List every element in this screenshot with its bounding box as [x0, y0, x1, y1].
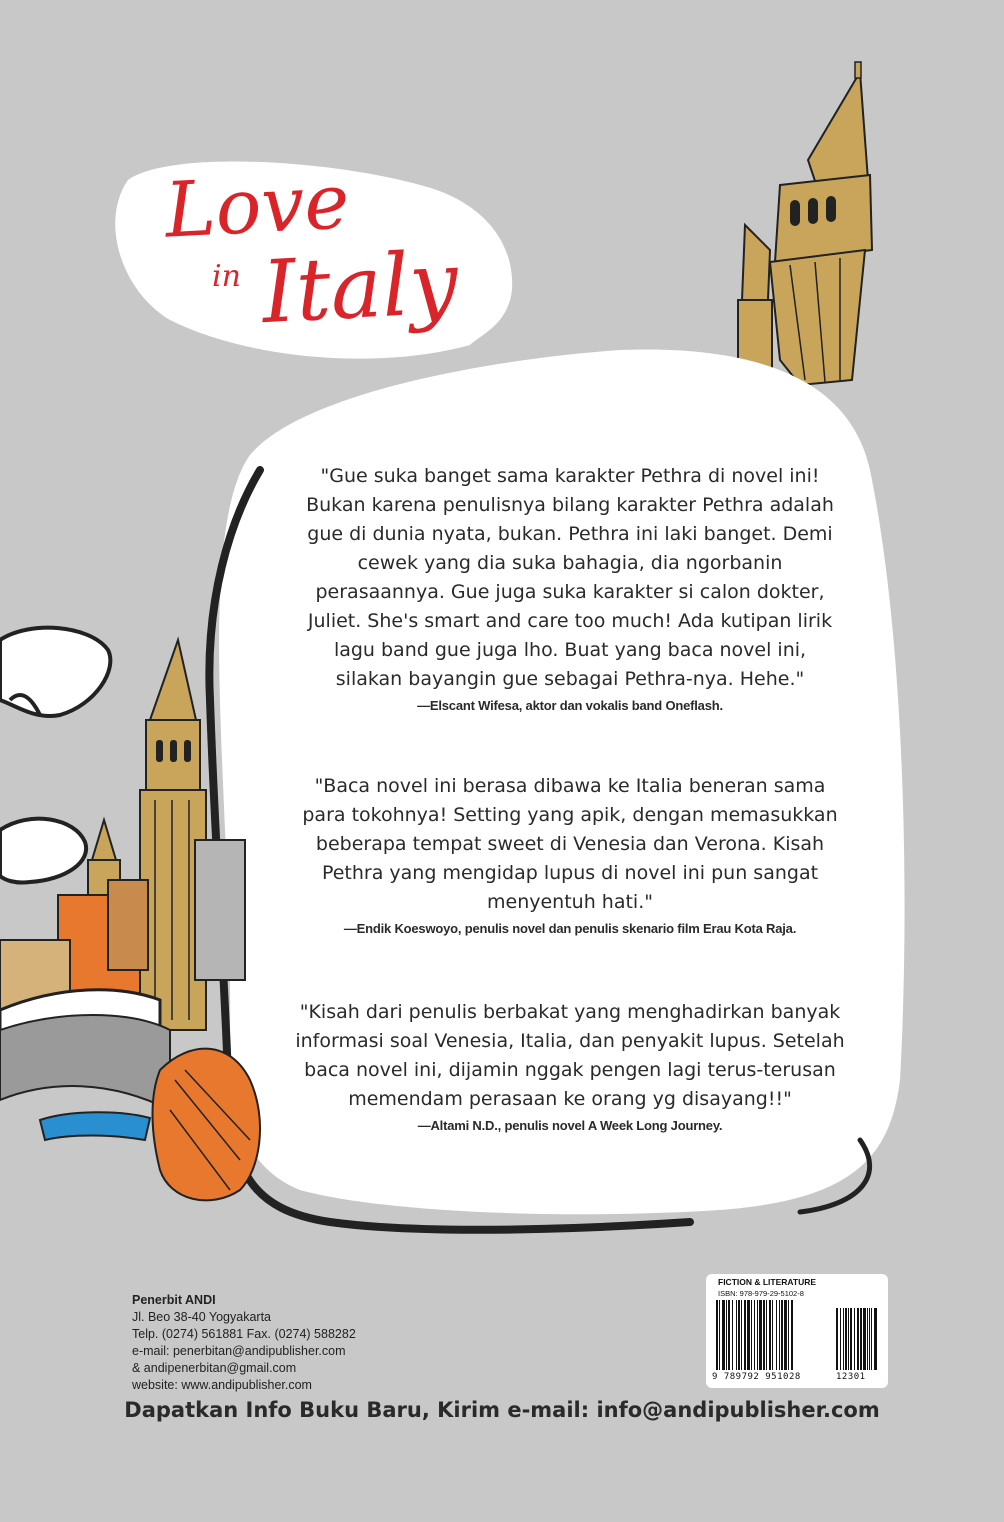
barcode-bar [781, 1300, 783, 1370]
barcode-bar [754, 1300, 755, 1370]
barcode-addon-bar [843, 1308, 844, 1370]
barcode-bar [719, 1300, 720, 1370]
barcode-bars [706, 1274, 888, 1388]
barcode-addon-bar [840, 1308, 841, 1370]
barcode-isbn: ISBN: 978-979-29-5102-8 [718, 1289, 804, 1298]
publisher-info [132, 1292, 356, 1394]
barcode-category: FICTION & LITERATURE [718, 1277, 817, 1287]
barcode-bar [741, 1300, 742, 1370]
publisher-email: e-mail: penerbitan@andipublisher.com [132, 1344, 346, 1358]
barcode-bar [772, 1300, 773, 1370]
barcode-addon-bar [863, 1308, 866, 1370]
title-love: Love [162, 156, 352, 255]
testimonial-2 [270, 772, 870, 936]
barcode-bar [751, 1300, 752, 1370]
barcode-addon-bar [869, 1308, 870, 1370]
barcode-bar [784, 1300, 787, 1370]
quote-line: informasi soal Venesia, Italia, dan penyakit lupus. Setelah [295, 1030, 845, 1052]
barcode-bar [728, 1300, 730, 1370]
publisher-name: Penerbit ANDI [132, 1293, 216, 1307]
barcode-bar [791, 1300, 793, 1370]
footer-info: Dapatkan Info Buku Baru, Kirim e-mail: info@andipublisher.com [124, 1398, 880, 1422]
title-italy: Italy [259, 232, 461, 344]
quote-line: Juliet. She's smart and care too much! Ada kutipan lirik [307, 610, 833, 632]
testimonial-attribution: —Elscant Wifesa, aktor dan vokalis band Oneflash. [417, 698, 723, 713]
barcode-addon-bar [845, 1308, 847, 1370]
barcode-addon-bar [867, 1308, 868, 1370]
quote-line: cewek yang dia suka bahagia, dia ngorbanin [357, 552, 783, 574]
left-white-shape [0, 628, 110, 716]
barcode-bar [736, 1300, 737, 1370]
quote-line: silakan bayangin gue sebagai Pethra-nya. Hehe." [335, 668, 805, 690]
barcode-bar [757, 1300, 758, 1370]
barcode-bar [744, 1300, 746, 1370]
isbn-barcode [706, 1274, 888, 1388]
testimonial-attribution: —Endik Koeswoyo, penulis novel dan penulis skenario film Erau Kota Raja. [343, 921, 797, 936]
barcode-number: 9 789792 951028 [712, 1372, 801, 1382]
bell-tower-top-right [738, 62, 872, 385]
barcode-bar [722, 1300, 725, 1370]
quote-line: lagu band gue juga lho. Buat yang baca novel ini, [333, 639, 807, 661]
barcode-bar [788, 1300, 789, 1370]
quote-line: gue di dunia nyata, bukan. Pethra ini laki banget. Demi [307, 523, 833, 545]
testimonial-3 [270, 998, 870, 1133]
barcode-bar [769, 1300, 771, 1370]
quote-line: perasaannya. Gue juga suka karakter si calon dokter, [315, 581, 825, 603]
quote-line: menyentuh hati." [487, 891, 653, 913]
quote-line: beberapa tempat sweet di Venesia dan Verona. Kisah [315, 833, 825, 855]
barcode-bar [726, 1300, 727, 1370]
barcode-bar [738, 1300, 740, 1370]
quote-line: Bukan karena penulisnya bilang karakter Pethra adalah [306, 494, 834, 516]
quote-line: para tokohnya! Setting yang apik, dengan memasukkan [302, 804, 838, 826]
publisher-phone: Telp. (0274) 561881 Fax. (0274) 588282 [132, 1327, 356, 1341]
barcode-addon-bar [871, 1308, 872, 1370]
barcode-bar [759, 1300, 762, 1370]
barcode-addon-bar [848, 1308, 849, 1370]
publisher-website: website: www.andipublisher.com [132, 1378, 312, 1392]
barcode-addon-bar [860, 1308, 862, 1370]
publisher-email-alt: & andipenerbitan@gmail.com [132, 1361, 297, 1375]
barcode-addon-bar [874, 1308, 877, 1370]
barcode-bar [763, 1300, 765, 1370]
barcode-addon-bar [836, 1308, 838, 1370]
publisher-address: Jl. Beo 38-40 Yogyakarta [132, 1310, 271, 1324]
testimonial-1 [270, 462, 870, 713]
barcode-addon-bar [854, 1308, 855, 1370]
quote-line: baca novel ini, dijamin nggak pengen lagi terus-terusan [304, 1059, 836, 1081]
barcode-bar [716, 1300, 718, 1370]
barcode-addon-bar [857, 1308, 859, 1370]
testimonial-attribution: —Altami N.D., penulis novel A Week Long Journey. [417, 1118, 723, 1133]
barcode-bar [766, 1300, 767, 1370]
left-white-blob [0, 819, 86, 883]
barcode-addon: 12301 [836, 1372, 866, 1382]
barcode-bar [779, 1300, 780, 1370]
quote-line: Pethra yang mengidap lupus di novel ini pun sangat [321, 862, 819, 884]
quote-line: "Kisah dari penulis berbakat yang menghadirkan banyak [299, 1001, 841, 1023]
orange-bush [153, 1049, 261, 1201]
barcode-bar [732, 1300, 733, 1370]
quote-line: memendam perasaan ke orang yg disayang!!" [348, 1088, 792, 1110]
quote-line: "Baca novel ini berasa dibawa ke Italia beneran sama [314, 775, 826, 797]
title-in: in [212, 259, 241, 294]
barcode-addon-bar [850, 1308, 852, 1370]
barcode-bar [747, 1300, 750, 1370]
quote-line: "Gue suka banget sama karakter Pethra di novel ini! [320, 465, 820, 487]
barcode-bar [776, 1300, 777, 1370]
